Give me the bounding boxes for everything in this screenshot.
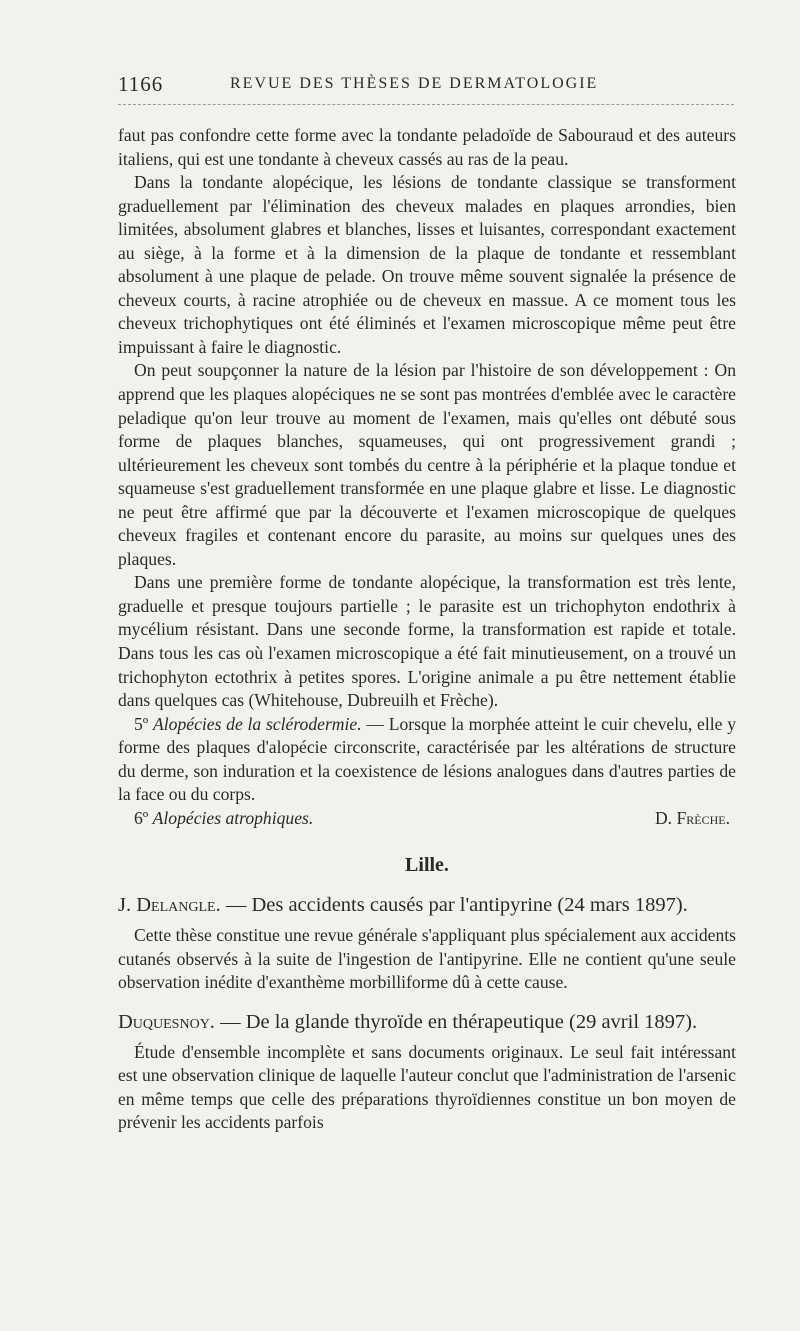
entry-title: — De la glande thyroïde en thérapeutique (29 avril 1897). bbox=[214, 1010, 698, 1033]
paragraph-1: faut pas confondre cette forme avec la tondante peladoïde de Sabouraud et des auteurs italiens, qui est une tondante à cheveux cassés au ras de la peau. bbox=[118, 125, 736, 169]
entry-author: Duquesnoy. bbox=[118, 1010, 215, 1033]
entry-heading-duquesnoy bbox=[118, 1009, 736, 1035]
body-text bbox=[118, 124, 736, 1135]
section-5-title: Alopécies de la sclérodermie. bbox=[153, 713, 362, 734]
header-rule bbox=[118, 104, 734, 105]
entry-title: — Des accidents causés par l'antipyrine (24 mars 1897). bbox=[220, 893, 688, 916]
page-header bbox=[118, 72, 734, 98]
entry-author-initial: J. bbox=[118, 893, 132, 916]
paragraph-2: Dans la tondante alopécique, les lésions de tondante classique se transforment graduellement par l'élimination des cheveux malades en plaques arrondies, bien limitées, absolument glabres et blanches, lisses et luisantes, correspondant exactement au siège, à la forme et à la dimension de la plaque de tondante et ressemblant absolument à une plaque de pelade. On trouve même souvent signalée la présence de cheveux courts, à racine atrophiée ou de cheveux en massue. A ce moment tous les cheveux trichophytiques ont été éliminés et l'examen microscopique même peut être impuissant à faire le diagnostic. bbox=[118, 172, 736, 357]
page-number: 1166 bbox=[118, 72, 164, 96]
paragraph-5 bbox=[118, 713, 736, 807]
city-heading: Lille. bbox=[405, 854, 449, 877]
section-6-number: 6º bbox=[134, 807, 149, 828]
paragraph-3: On peut soupçonner la nature de la lésion par l'histoire de son développement : On apprend que les plaques alopéciques ne se sont pas montrées d'emblée avec le caractère peladique qu'on leur trouve au moment de l'examen, mais qu'elles ont débuté sous forme de plaques blanches, squameuses, qui ont progressivement grandi ; ultérieurement les cheveux sont tombés du centre à la périphérie et la plaque tondue et squameuse s'est graduellement transformée en une plaque glabre et lisse. Le diagnostic ne peut être affirmé que par la découverte et l'examen microscopique de quelques cheveux fragiles et contenant encore du parasite, au moins sur quelques unes des plaques. bbox=[118, 360, 736, 569]
section-6-title: Alopécies atrophiques. bbox=[152, 807, 314, 828]
paragraph-4: Dans une première forme de tondante alopécique, la transformation est très lente, graduelle et presque toujours partielle ; le parasite est un trichophyton endothrix à mycélium résistant. Dans une seconde forme, la transformation est rapide et totale. Dans tous les cas où l'examen microscopique a été fait minutieusement, on a trouvé un trichophyton ectothrix à petites spores. L'origine animale a pu être nettement établie dans quelques cas (Whitehouse, Dubreuilh et Frèche). bbox=[118, 572, 736, 711]
section-5-number: 5º bbox=[134, 713, 149, 734]
section-5-text: — Lorsque la morphée atteint le cuir chevelu, elle y forme des plaques d'alopécie circonscrite, caractérisée par les altérations de structure du derme, son induration et la coexistence de lésions analogues dans d'autres parties de la face ou du corps. bbox=[118, 713, 736, 805]
entry-author: Delangle. bbox=[136, 893, 221, 916]
author-signature: D. Frèche. bbox=[654, 807, 730, 828]
running-title: REVUE DES THÈSES DE DERMATOLOGIE bbox=[230, 75, 599, 92]
section-6-line bbox=[118, 807, 736, 831]
entry-text-delangle: Cette thèse constitue une revue générale s'appliquant plus spécialement aux accidents cutanés observés à la suite de l'ingestion de l'antipyrine. Elle ne contient qu'une seule observation inédite d'exanthème morbilliforme dû à cette cause. bbox=[118, 924, 736, 993]
entry-heading-delangle bbox=[118, 892, 736, 918]
section-6-heading bbox=[134, 807, 313, 831]
entry-text-duquesnoy: Étude d'ensemble incomplète et sans documents originaux. Le seul fait intéressant est une observation clinique de laquelle l'auteur conclut que l'administration de l'arsenic en même temps que celle des préparations thyroïdiennes constitue un bon moyen de prévenir les accidents parfois bbox=[118, 1041, 736, 1133]
